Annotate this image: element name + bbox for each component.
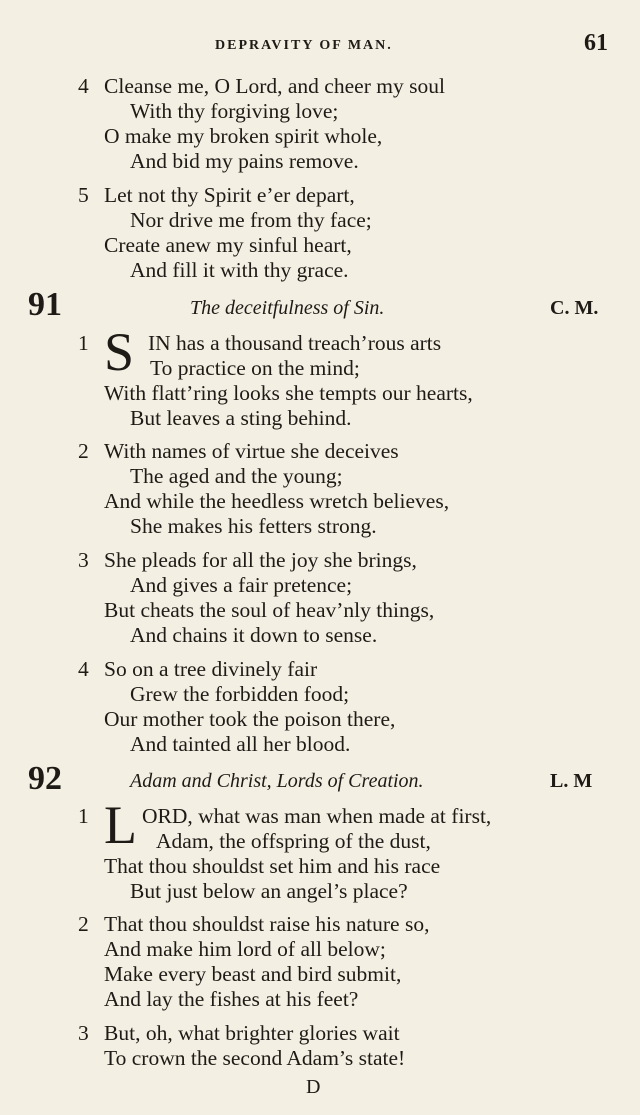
verse-line: Adam, the offspring of the dust, [156,829,431,853]
verse-line: With flatt’ring looks she tempts our hearts, [104,381,473,405]
verse-line: And gives a fair pretence; [130,573,353,597]
verse-line: But leaves a sting behind. [130,406,352,430]
verse-line: But, oh, what brighter glories wait [104,1021,400,1045]
verse-line: And while the heedless wretch believes, [104,489,450,513]
verse-line: And lay the fishes at his feet? [104,987,359,1011]
hymn-meter: C. M. [550,297,599,319]
verse-line: Cleanse me, O Lord, and cheer my soul [104,74,445,98]
hymn-title: The deceitfulness of Sin. [190,297,385,319]
verse-number: 3 [78,548,89,572]
signature-mark: D [306,1076,321,1098]
verse-number: 3 [78,1021,89,1045]
hymn-number: 91 [28,286,62,323]
verse-line: And make him lord of all below; [104,937,386,961]
verse-number: 1 [78,804,89,828]
verse-number: 2 [78,912,89,936]
verse-line: IN has a thousand treach’rous arts [148,331,442,355]
verse-number: 5 [78,183,89,207]
verse-number: 4 [78,657,89,681]
verse-line: To crown the second Adam’s state! [104,1046,406,1070]
verse-line: And bid my pains remove. [130,149,359,173]
verse-line: And fill it with thy grace. [130,258,349,282]
verse-line: And chains it down to sense. [130,623,378,647]
verse-number: 4 [78,74,89,98]
verse-line: The aged and the young; [130,464,343,488]
verse-line: So on a tree divinely fair [104,657,318,681]
verse-line: But cheats the soul of heav’nly things, [104,598,435,622]
verse-line: Grew the forbidden food; [130,682,350,706]
verse-line: With names of virtue she deceives [104,439,399,463]
hymn-title: Adam and Christ, Lords of Creation. [130,770,424,792]
verse-line: Make every beast and bird submit, [104,962,402,986]
verse-line: ORD, what was man when made at first, [142,804,492,828]
verse-line: She pleads for all the joy she brings, [104,548,417,572]
verse-line: To practice on the mind; [150,356,360,380]
verse-line: O make my broken spirit whole, [104,124,383,148]
running-header: DEPRAVITY OF MAN. [215,38,393,53]
hymn-number: 92 [28,760,62,797]
verse-line: But just below an angel’s place? [130,879,408,903]
verse-number: 1 [78,331,89,355]
verse-line: Our mother took the poison there, [104,707,396,731]
verse-line: That thou shouldst set him and his race [104,854,441,878]
drop-cap: S [104,322,135,382]
verse-line: And tainted all her blood. [130,732,351,756]
hymn-meter: L. M [550,770,593,792]
page-number: 61 [584,30,608,56]
drop-cap: L [104,795,137,855]
verse-number: 2 [78,439,89,463]
verse-line: She makes his fetters strong. [130,514,377,538]
verse-line: Create anew my sinful heart, [104,233,352,257]
verse-line: With thy forgiving love; [130,99,339,123]
verse-line: Let not thy Spirit e’er depart, [104,183,355,207]
verse-line: That thou shouldst raise his nature so, [104,912,430,936]
verse-line: Nor drive me from thy face; [130,208,372,232]
